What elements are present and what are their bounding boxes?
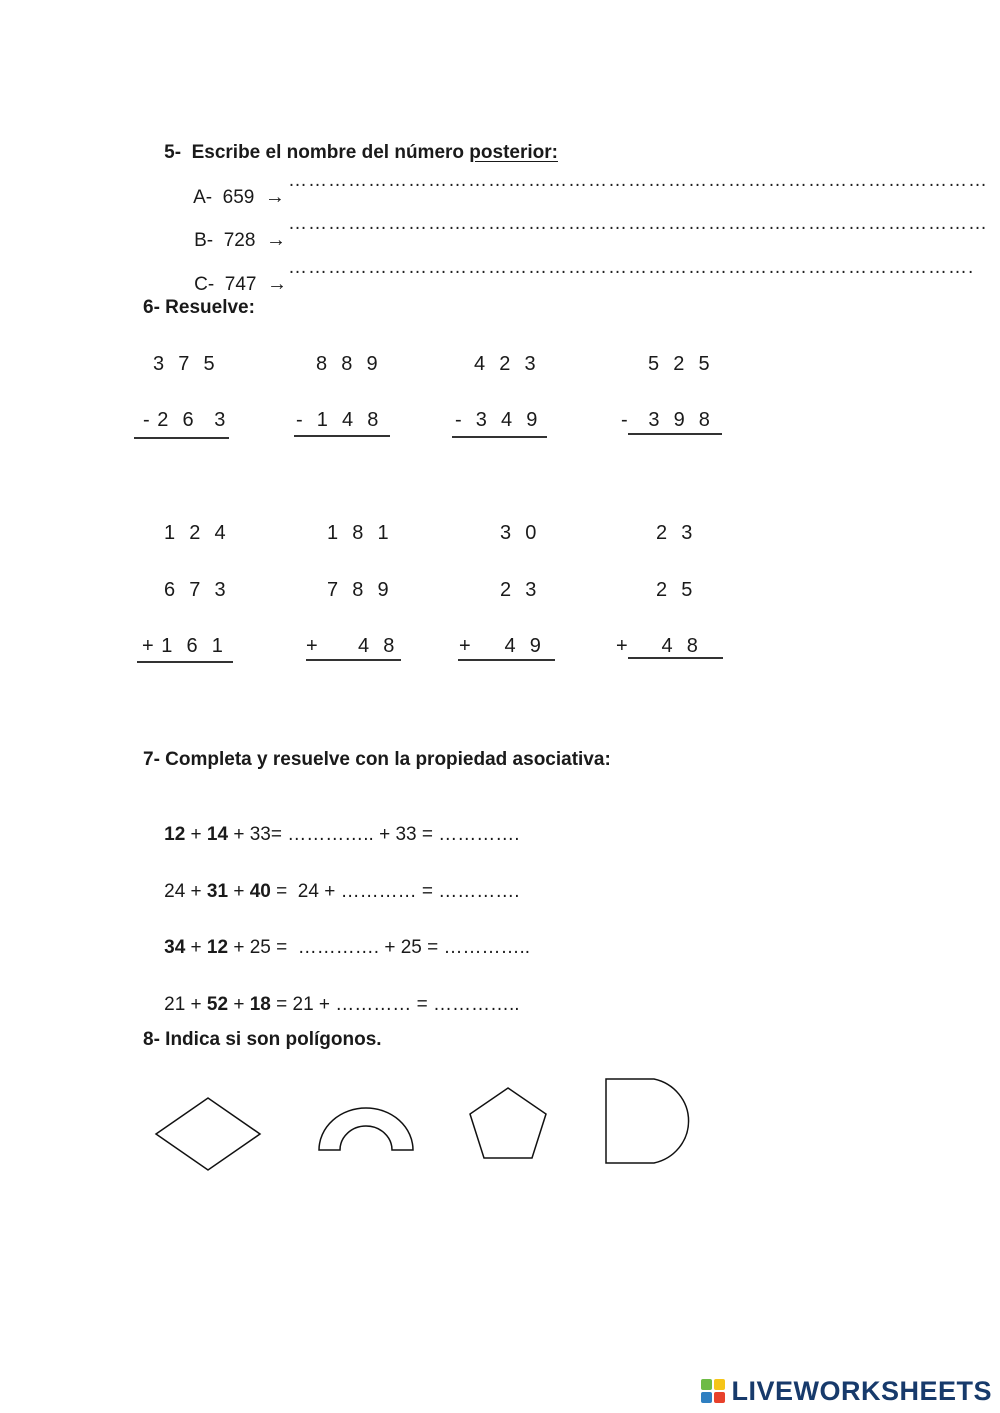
item-value: 747: [224, 274, 257, 295]
item-label: A-: [193, 187, 213, 208]
logo-mark-icon: [701, 1379, 727, 1405]
plus-sign: +: [228, 824, 250, 845]
add-1-row2: 6 7 3: [164, 579, 227, 601]
sub-1-top: 3 7 5: [153, 353, 216, 375]
add-3-result-line[interactable]: [458, 659, 555, 661]
arrow-right-icon: →: [267, 273, 288, 295]
sub-1-bottom: - 2 6 3: [143, 409, 227, 431]
sub-2-bottom: - 1 4 8: [296, 409, 380, 431]
plus-sign: +: [228, 937, 250, 958]
assoc-line-1[interactable]: [143, 806, 520, 863]
add-2-row2: 7 8 9: [327, 579, 390, 601]
addend-c: 18: [249, 994, 271, 1015]
q6-heading: 6- Resuelve:: [143, 297, 255, 318]
addend-a: 34: [164, 937, 186, 958]
addend-b: 14: [206, 824, 229, 845]
arrow-right-icon: →: [265, 229, 286, 251]
q5-number: 5-: [164, 142, 182, 163]
arch-shape[interactable]: [314, 1100, 418, 1154]
addend-b: 52: [206, 994, 229, 1015]
sub-3-top: 4 2 3: [474, 353, 537, 375]
add-4-row1: 2 3: [656, 522, 694, 544]
add-4-row3: + 4 8: [616, 635, 699, 657]
add-2-row1: 1 8 1: [327, 522, 390, 544]
sub-3-result-line[interactable]: [452, 436, 547, 438]
liveworksheets-logo: [701, 1376, 992, 1407]
assoc-blanks[interactable]: = …………. + 25 = …………..: [270, 937, 531, 958]
addend-a: 21: [164, 994, 186, 1015]
answer-line-b[interactable]: ……………………………………………………………………………………………: [288, 213, 988, 234]
rhombus-shape[interactable]: [150, 1094, 266, 1176]
addend-a: 12: [164, 824, 186, 845]
addend-a: 24: [164, 881, 186, 902]
item-value: 728: [223, 230, 256, 251]
add-2-row3: + 4 8: [306, 635, 396, 657]
assoc-blanks[interactable]: = 24 + ………… = ………….: [270, 881, 520, 902]
addend-b: 31: [206, 881, 229, 902]
plus-sign: +: [185, 937, 207, 958]
assoc-line-4[interactable]: [143, 976, 520, 1033]
add-1-row3: + 1 6 1: [142, 635, 224, 657]
addend-b: 12: [206, 937, 229, 958]
add-3-row3: + 4 9: [459, 635, 542, 657]
assoc-line-3[interactable]: [143, 919, 530, 976]
add-4-row2: 2 5: [656, 579, 694, 601]
sub-4-top: 5 2 5: [648, 353, 711, 375]
add-3-row1: 3 0: [500, 522, 538, 544]
sub-2-result-line[interactable]: [294, 435, 390, 437]
addend-c: 25: [249, 937, 271, 958]
arrow-right-icon: →: [264, 186, 285, 208]
sub-3-bottom: - 3 4 9: [455, 409, 539, 431]
item-value: 659: [222, 187, 255, 208]
q7-heading: 7- Completa y resuelve con la propiedad asociativa:: [143, 749, 611, 770]
item-label: C-: [194, 274, 215, 295]
logo-text: LIVEWORKSHEETS: [731, 1376, 992, 1406]
assoc-line-2[interactable]: [143, 863, 520, 920]
d-shape[interactable]: [602, 1075, 702, 1167]
add-2-result-line[interactable]: [306, 659, 401, 661]
item-label: B-: [194, 230, 214, 251]
plus-sign: +: [185, 994, 207, 1015]
sub-4-bottom: - 3 9 8: [621, 409, 711, 431]
answer-line-c[interactable]: ………………………………………………………………………………………….: [288, 257, 975, 278]
add-1-row1: 1 2 4: [164, 522, 227, 544]
assoc-blanks[interactable]: = ………….. + 33 = ………….: [270, 824, 520, 845]
sub-2-top: 8 8 9: [316, 353, 379, 375]
assoc-blanks[interactable]: = 21 + ………… = …………..: [270, 994, 520, 1015]
q5-title: Escribe el nombre del número: [191, 142, 465, 163]
plus-sign: +: [185, 881, 207, 902]
q8-heading: 8- Indica si son polígonos.: [143, 1029, 382, 1050]
pentagon-shape[interactable]: [466, 1084, 550, 1162]
addend-c: 40: [249, 881, 271, 902]
q5-title-underlined: posterior:: [469, 142, 558, 163]
add-4-result-line[interactable]: [628, 657, 723, 659]
sub-4-result-line[interactable]: [628, 433, 722, 435]
plus-sign: +: [185, 824, 207, 845]
answer-line-a[interactable]: ……………………………………………………………………………………………: [288, 170, 988, 191]
addend-c: 33: [249, 824, 271, 845]
add-1-result-line[interactable]: [137, 661, 233, 663]
sub-1-result-line[interactable]: [134, 437, 229, 439]
plus-sign: +: [228, 881, 250, 902]
plus-sign: +: [228, 994, 250, 1015]
add-3-row2: 2 3: [500, 579, 538, 601]
